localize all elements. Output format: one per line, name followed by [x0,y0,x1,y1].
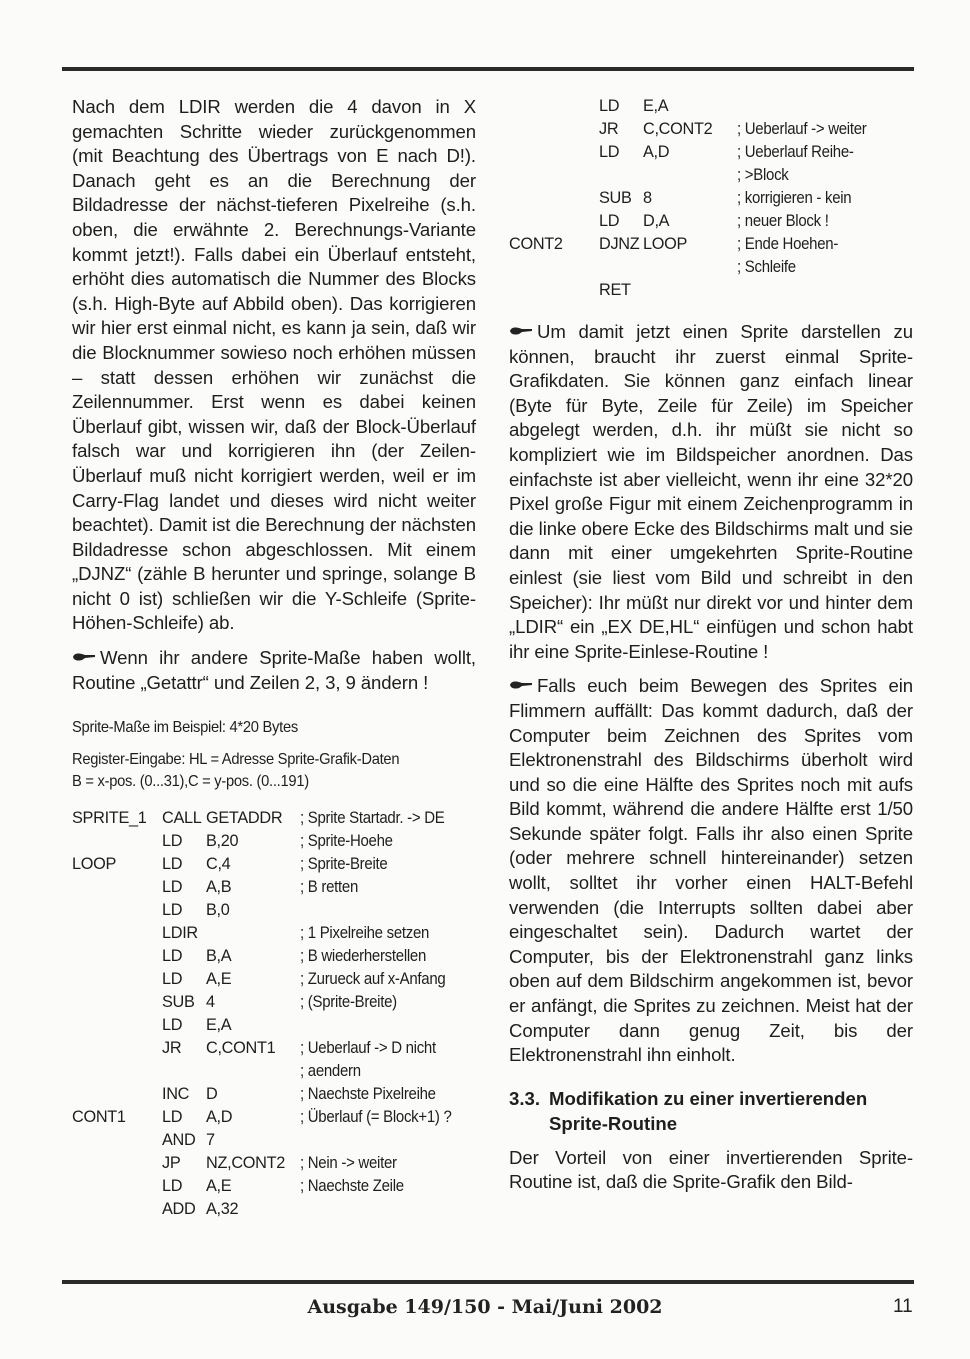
code-label [509,187,599,210]
code-label: LOOP [72,855,117,874]
code-label [72,1060,162,1083]
code-opcode: LD [162,970,183,989]
code-label [72,991,162,1014]
section-title-line: Sprite-Routine [549,1112,678,1134]
code-label [72,1198,162,1221]
code-line [72,1014,476,1037]
code-comment: ; Naechste Zeile [300,1177,404,1196]
code-line [72,1060,476,1083]
right-column [509,95,913,1205]
code-comment: ; Sprite-Hoehe [300,832,393,851]
code-comment: ; aendern [300,1062,361,1081]
code-label [72,945,162,968]
code-operand: A,E [206,1177,232,1196]
code-opcode: LD [162,878,183,897]
top-rule [62,67,914,71]
code-label [509,256,599,279]
code-opcode [162,1060,206,1083]
code-opcode: LD [162,1177,183,1196]
code-line [72,1129,476,1152]
bottom-rule [62,1280,914,1284]
code-operand: LOOP [643,235,688,253]
code-line [72,853,476,876]
code-comment: ; Ende Hoehen- [737,235,839,253]
code-operand [643,164,737,187]
code-line [72,807,476,830]
code-operand: NZ,CONT2 [206,1154,286,1173]
code-line [509,256,913,279]
code-operand: E,A [643,97,669,115]
section-heading [509,1086,913,1136]
code-line [509,210,913,233]
code-comment: ; korrigieren - kein [737,189,852,207]
code-line [72,876,476,899]
code-opcode: AND [162,1131,196,1150]
code-operand [206,922,300,945]
code-opcode: LD [162,832,183,851]
tip-paragraph [509,674,913,1068]
code-line [509,187,913,210]
code-label: SPRITE_1 [72,809,147,828]
code-label [509,279,599,302]
code-line [72,1175,476,1198]
code-label [509,210,599,233]
code-line [509,95,913,118]
body-paragraph: Der Vorteil von einer invertierenden Sprite-Routine ist, daß die Sprite-Grafik den Bild- [509,1146,913,1193]
code-comment: ; B retten [300,878,359,897]
code-line [72,945,476,968]
code-line [72,1083,476,1106]
code-opcode: INC [162,1085,190,1104]
code-operand: C,CONT1 [206,1039,276,1058]
code-operand: B,A [206,947,232,966]
code-opcode: JP [162,1154,181,1173]
code-line [509,118,913,141]
code-operand: 7 [206,1131,215,1150]
tip-text: Wenn ihr andere Sprite-Maße haben wollt, Routine „Getattr“ und Zeilen 2, 3, 9 ändern ! [72,647,476,693]
code-opcode: LD [599,97,620,115]
code-operand: 4 [206,993,215,1012]
code-line [72,922,476,945]
code-comment: ; Ueberlauf -> weiter [737,120,867,138]
issue-footer: Ausgabe 149/150 - Mai/Juni 2002 [307,1296,663,1318]
code-operand [206,1060,300,1083]
code-opcode: SUB [162,993,195,1012]
code-opcode: LD [162,901,183,920]
code-label [509,141,599,164]
code-comment: ; Überlauf (= Block+1) ? [300,1108,452,1127]
code-label [72,968,162,991]
code-operand: C,4 [206,855,231,874]
code-line [509,141,913,164]
code-line [509,164,913,187]
pointing-hand-icon [509,679,533,691]
code-opcode: LD [162,855,183,874]
assembly-listing-continued [509,95,913,302]
code-operand: A,E [206,970,232,989]
code-operand [643,279,737,302]
code-label: CONT2 [509,235,563,253]
code-comment: ; neuer Block ! [737,212,829,230]
code-operand: C,CONT2 [643,120,713,138]
code-comment: ; 1 Pixelreihe setzen [300,924,430,943]
code-opcode: LD [599,212,620,230]
code-line [72,991,476,1014]
code-label [72,830,162,853]
register-input-line: Register-Eingabe: HL = Adresse Sprite-Grafik-Daten [72,751,400,769]
code-line [72,1152,476,1175]
section-title-line: Modifikation zu einer invertierenden [549,1087,868,1109]
code-line [509,279,913,302]
code-opcode: RET [599,281,631,299]
page-number: 11 [893,1296,913,1317]
code-label [72,922,162,945]
code-comment: ; Schleife [737,258,796,276]
section-number: 3.3. [509,1087,541,1109]
code-label [509,95,599,118]
code-operand: A,D [643,143,670,161]
body-paragraph: Nach dem LDIR werden die 4 davon in X gemachten Schritte wieder zurückgenommen (mit Beachtung des Übertrags von E nach D!). Danach geht es an die Berechnung der Bildadresse der nächst-tieferen Pixelreihe (s.h. oben, die erwähnte 2. Berechnungs-Variante kommt jetzt!). Falls dabei ein Überlauf entsteht, erhöht dies automatisch die Nummer des Blocks (s.h. High-Byte auf Abbild oben). Das korrigieren wir hier erst einmal nicht, es kann ja sein, daß wir die Blocknummer sowieso noch erhöhen müssen – statt dessen erhöhen wir zunächst die Zeilennummer. Erst wenn es dabei keinen Überlauf gibt, wissen wir, daß der Block-Überlauf falsch war und korrigieren ihn (der Zeilen-Überlauf muß nicht korrigiert werden, weil er im Carry-Flag landet und dieses wird nicht weiter beachtet). Damit ist die Berechnung der nächsten Bildadresse schon abgeschlossen. Mit einem „DJNZ“ (zähle B herunter und springe, solange B nicht 0 ist) schließen wir die Y-Schleife (Sprite-Höhen-Schleife) ab. [72,96,476,634]
code-operand: B,20 [206,832,239,851]
code-operand: A,B [206,878,232,897]
code-comment: ; >Block [737,166,789,184]
code-label [72,876,162,899]
code-opcode: DJNZ [599,235,640,253]
code-line [509,233,913,256]
code-opcode: LDIR [162,924,198,943]
code-comment: ; Ueberlauf -> D nicht [300,1039,436,1058]
assembly-listing [72,807,476,1221]
code-opcode: LD [599,143,620,161]
code-comment: ; Ueberlauf Reihe- [737,143,854,161]
tip-text: Um damit jetzt einen Sprite darstellen zu können, braucht ihr zuerst einmal Sprite-Grafikdaten. Sie können ganz einfach linear (Byte für Byte, Zeile für Zeile) im Speicher abgelegt werden, d.h. ihr müßt sie nicht so kompliziert wie im Bildspeicher anordnen. Das einfachste ist aber vielleicht, wenn ihr eine 32*20 Pixel große Figur mit einem Zeichenprogramm in die linke obere Ecke des Bildschirms malt und sie dann mit einer umgekehrten Sprite-Routine einlest (sie liest vom Bild und schreibt in den Speicher): Ihr müßt nur direkt vor und hinter dem „LDIR“ ein „EX DE,HL“ einfügen und schon habt ihr eine Sprite-Einlese-Routine ! [509,321,913,662]
code-comment: ; Zurueck auf x-Anfang [300,970,446,989]
left-column [72,95,476,1221]
code-opcode: LD [162,1016,183,1035]
tip-paragraph [72,646,476,695]
code-operand [643,256,737,279]
code-opcode: JR [599,120,619,138]
code-comment: ; (Sprite-Breite) [300,993,397,1012]
code-comment: ; B wiederherstellen [300,947,427,966]
code-line [72,1037,476,1060]
code-line [72,830,476,853]
code-opcode: ADD [162,1200,196,1219]
code-label [509,118,599,141]
code-label: CONT1 [72,1108,126,1127]
code-comment: ; Naechste Pixelreihe [300,1085,436,1104]
pointing-hand-icon [72,651,96,663]
code-comment: ; Sprite Startadr. -> DE [300,809,445,828]
code-label [72,1175,162,1198]
code-opcode: CALL [162,809,202,828]
code-line [72,1198,476,1221]
code-opcode [599,164,643,187]
code-comment: ; Sprite-Breite [300,855,388,874]
code-line [72,899,476,922]
code-opcode: LD [162,1108,183,1127]
code-opcode [599,256,643,279]
code-label [72,1083,162,1106]
code-operand: B,0 [206,901,230,920]
code-operand: D,A [643,212,670,230]
code-operand: A,32 [206,1200,239,1219]
code-comment: ; Nein -> weiter [300,1154,397,1173]
code-opcode: LD [162,947,183,966]
code-opcode: JR [162,1039,182,1058]
code-operand: E,A [206,1016,232,1035]
pointing-hand-icon [509,325,533,337]
register-input-line: B = x-pos. (0...31),C = y-pos. (0...191) [72,773,309,791]
tip-text: Falls euch beim Bewegen des Sprites ein Flimmern auffällt: Das kommt dadurch, daß der Computer beim Zeichnen des Sprites vom Elektronenstrahl des Bildschirms überholt wird und so die eine Hälfte des Sprites noch mit aufs Bild kommt, während die andere Hälfte erst 1/50 Sekunde später folgt. Falls ihr also einen Sprite (oder mehrere schnell hintereinander) setzen wollt, solltet ihr vorher einen HALT-Befehl verwenden (die Interrupts sollten dabei aber eingeschaltet sein). Dadurch wartet der Computer, bis der Elektronenstrahl ganz links oben auf dem Bildschirm angekommen ist, bevor er anfängt, die Sprites zu zeichnen. Meist hat der Computer dann genug Zeit, bis der Elektronenstrahl ihn einholt. [509,675,913,1066]
code-line [72,1106,476,1129]
code-label [72,1152,162,1175]
code-line [72,968,476,991]
code-label [72,1129,162,1152]
tip-paragraph [509,320,913,664]
code-label [509,164,599,187]
sprite-size-note: Sprite-Maße im Beispiel: 4*20 Bytes [72,719,298,737]
code-operand: A,D [206,1108,233,1127]
code-opcode: SUB [599,189,632,207]
code-label [72,1014,162,1037]
code-operand: 8 [643,189,652,207]
code-operand: D [206,1085,218,1104]
code-label [72,899,162,922]
code-operand: GETADDR [206,809,283,828]
code-label [72,1037,162,1060]
